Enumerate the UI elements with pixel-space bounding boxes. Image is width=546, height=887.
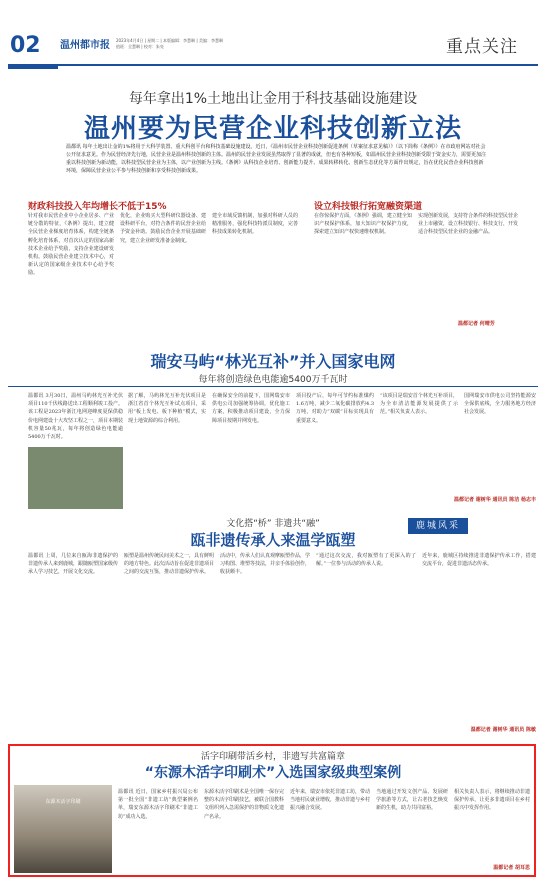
story2-headline: 瑞安马屿“林光互补”并入国家电网 [150, 352, 396, 371]
story3-byline: 温都记者 谢树华 通讯员 陈敏 [470, 727, 536, 733]
story2-subhead: 每年将创造绿色电能逾5400万千瓦时 [198, 375, 348, 385]
story3-column-2: 瓯塑是温州传统民间美术之一，具有鲜明的地方特色。此次活动旨在促进非遗项目之间的交流互鉴，推动非遗保护传承。 [124, 553, 214, 576]
story2-column-3: 在确保安全的前提下，国网瑞安市供电公司加强统筹协调，优化施工方案，积极推动项目建设，全力保障项目按期并网发电。 [212, 393, 290, 424]
story4-kicker: 活字印刷带活乡村，非遗写共富篇章 [200, 752, 345, 762]
story2-byline: 温都记者 谢树华 通讯员 陈洁 杨志丰 [454, 497, 536, 503]
column-tag: 鹿城风采 [408, 518, 468, 534]
story1-column-4: 在你惊保护方面，《条例》强调，建立健全知识产权保护体系，加大知识产权保护力度，探索建立知识产权快速维权机制。 [314, 213, 412, 236]
story3-column-4: “通过这次交流，我对瓯塑有了更深入的了解。”一位参与活动的传承人说。 [316, 553, 416, 568]
story1-column-5: 实现创新发展，支持符合条件的科技型民营企业上市融资，设立科技银行、科技支行，开发适合科技型民营企业的金融产品。 [418, 213, 518, 236]
section-title: 重点关注 [446, 37, 518, 57]
issue-meta [116, 38, 223, 50]
story3-column-5: 近年来，鹿城区持续推进非遗保护传承工作，搭建交流平台，促进非遗活态传承。 [422, 553, 536, 568]
story2-column-1: 温都讯 3月30日，温州马屿林光互补光伏项目110千伏线路送出工程顺利竣工投产。该工程是2023年浙江电网迎峰度夏保供稳价电网建设十大攻坚工程之一，项目本期装机容量50兆瓦，每年将创造绿色电能逾5400万千瓦时。 [28, 393, 123, 441]
story1-kicker: 每年拿出1%土地出让金用于科技基础设施建设 [128, 91, 418, 107]
story3-kicker: 文化搭“桥” 非遗共“融” [226, 519, 320, 529]
story1-column-2: 优化，企业购买大型科研仪器设备、建设科研平台，对符合条件的民营企业给予资金补助。鼓励民营企业开展基础研究，建立企业研发准备金制度。 [120, 213, 206, 244]
story4-headline: “东源木活字印刷术”入选国家级典型案例 [144, 765, 402, 781]
story4-column-1: 温都讯 近日，国家乡村振兴局公布第一批全国“非遗工坊”典型案例名单，瑞安东源木活字印刷术“非遗工坊”成功入选。 [118, 789, 198, 820]
story1-column-1: 针对我市民营企业中小企业居多、产业链分散的特征，《条例》提出，建立健全民营企业梯度培育体系，构建全链条孵化培育体系，对首次认定的国家高新技术企业给予奖励，支持企业建设研发机构。鼓励民营企业建立技术中心，对新认定的国家级企业技术中心给予奖励。 [28, 213, 114, 277]
page-number: 02 [10, 33, 41, 58]
story4-column-5: 相关负责人表示，将继续推动非遗保护传承，让更多非遗项目在乡村振兴中发挥作用。 [454, 789, 530, 812]
story3-column-1: 温都讯 上周，几位来自瓯海非遗保护的非遗传承人来到鹿城，跟随瓯塑国家级传承人学习技艺，开展文化交流。 [28, 553, 118, 576]
header-rule [8, 64, 538, 66]
issue-meta-line1: 2023年4月4日 | 星期二 | 本版编辑：李慧琳 | 美编：李慧琳 [116, 38, 223, 43]
story4-byline: 温都记者 胡耳思 [493, 865, 530, 871]
story4-column-2: 东源木活字印刷术是全国唯一保存完整的木活字印刷技艺，被联合国教科文组织列入急需保护的非物质文化遗产名录。 [204, 789, 284, 820]
story2-column-4: 项目投产后，每年可节约标准煤约1.6万吨，减少二氧化碳排放约4.3万吨，对助力“双碳”目标实现具有重要意义。 [296, 393, 374, 424]
story1-column-3: 建全市域反馈机制，加强对科研人员的精准服务，强化科技特派员制度，完善科技成果转化机制。 [212, 213, 298, 236]
story3-headline: 瓯非遗传承人来温学瓯塑 [190, 531, 356, 549]
newspaper-name: 温州都市报 [60, 40, 110, 51]
story2-photo [28, 447, 123, 509]
story1-byline: 温都记者 何晴芳 [458, 321, 495, 327]
story2-rule [8, 386, 538, 387]
story3-column-3: 活动中，传承人们认真观摩瓯塑作品，学习构图、堆塑等技法，并亲手体验创作，收获颇丰。 [220, 553, 310, 576]
story1-subhead-left: 财政科技投入年均增长不低于15% [28, 202, 167, 212]
story1-headline: 温州要为民营企业科技创新立法 [83, 114, 462, 144]
issue-meta-line2: 值班：全慧琳 | 校对：朱亮 [116, 44, 164, 49]
story2-column-6: 国网瑞安市供电公司坚持能源安全保供底线，全力服务地方经济社会发展。 [464, 393, 536, 416]
story4-column-4: 当地通过开发文创产品、发展研学旅游等方式，让古老技艺焕发新的生机，助力共同富裕。 [376, 789, 448, 812]
story1-lead: 温都讯 每年土地出让金的1%将用于大科学装置、重大科创平台和科技基础设施建设。近日，《温州市民营企业科技创新促进条例（草案征求意见稿）》（以下简称《条例》）在市政府网站对社会公开征求意见。作为民营经济先行地，民营企业是温州科技创新的主体。温州的民营企业发展虽然取得了显著的成就，但也有各种短板，如温州民营企业科技创新受限于资金实力，需要更加注重以科技创新为新动能，以科技型民营企业为主体，以产业创新为主线。《条例》从科技企业培育、创新能力提升、成果转移转化、创新生态优化等方面作出规定，旨在优化民营企业科技创新环境，保障民营企业公平参与科技创新和享受科技创新成果。 [66, 144, 487, 174]
story4-photo-label: 东源木活字印刷 [45, 799, 81, 805]
story2-column-2: 据了解，马屿林光互补光伏项目是浙江省首个林光互补试点项目，采用“板上发电、板下种植”模式，实现土地资源的综合利用。 [128, 393, 206, 424]
story4-column-3: 近年来，瑞安市依托非遗工坊，带动当地村民就业增收，推动非遗与乡村振兴融合发展。 [290, 789, 370, 812]
story1-subhead-right: 设立科技银行拓宽融资渠道 [314, 202, 423, 212]
story2-column-5: “该项目是瑞安首个林光互补项目，为全市清洁能源发展提供了示范。”相关负责人表示。 [380, 393, 458, 416]
